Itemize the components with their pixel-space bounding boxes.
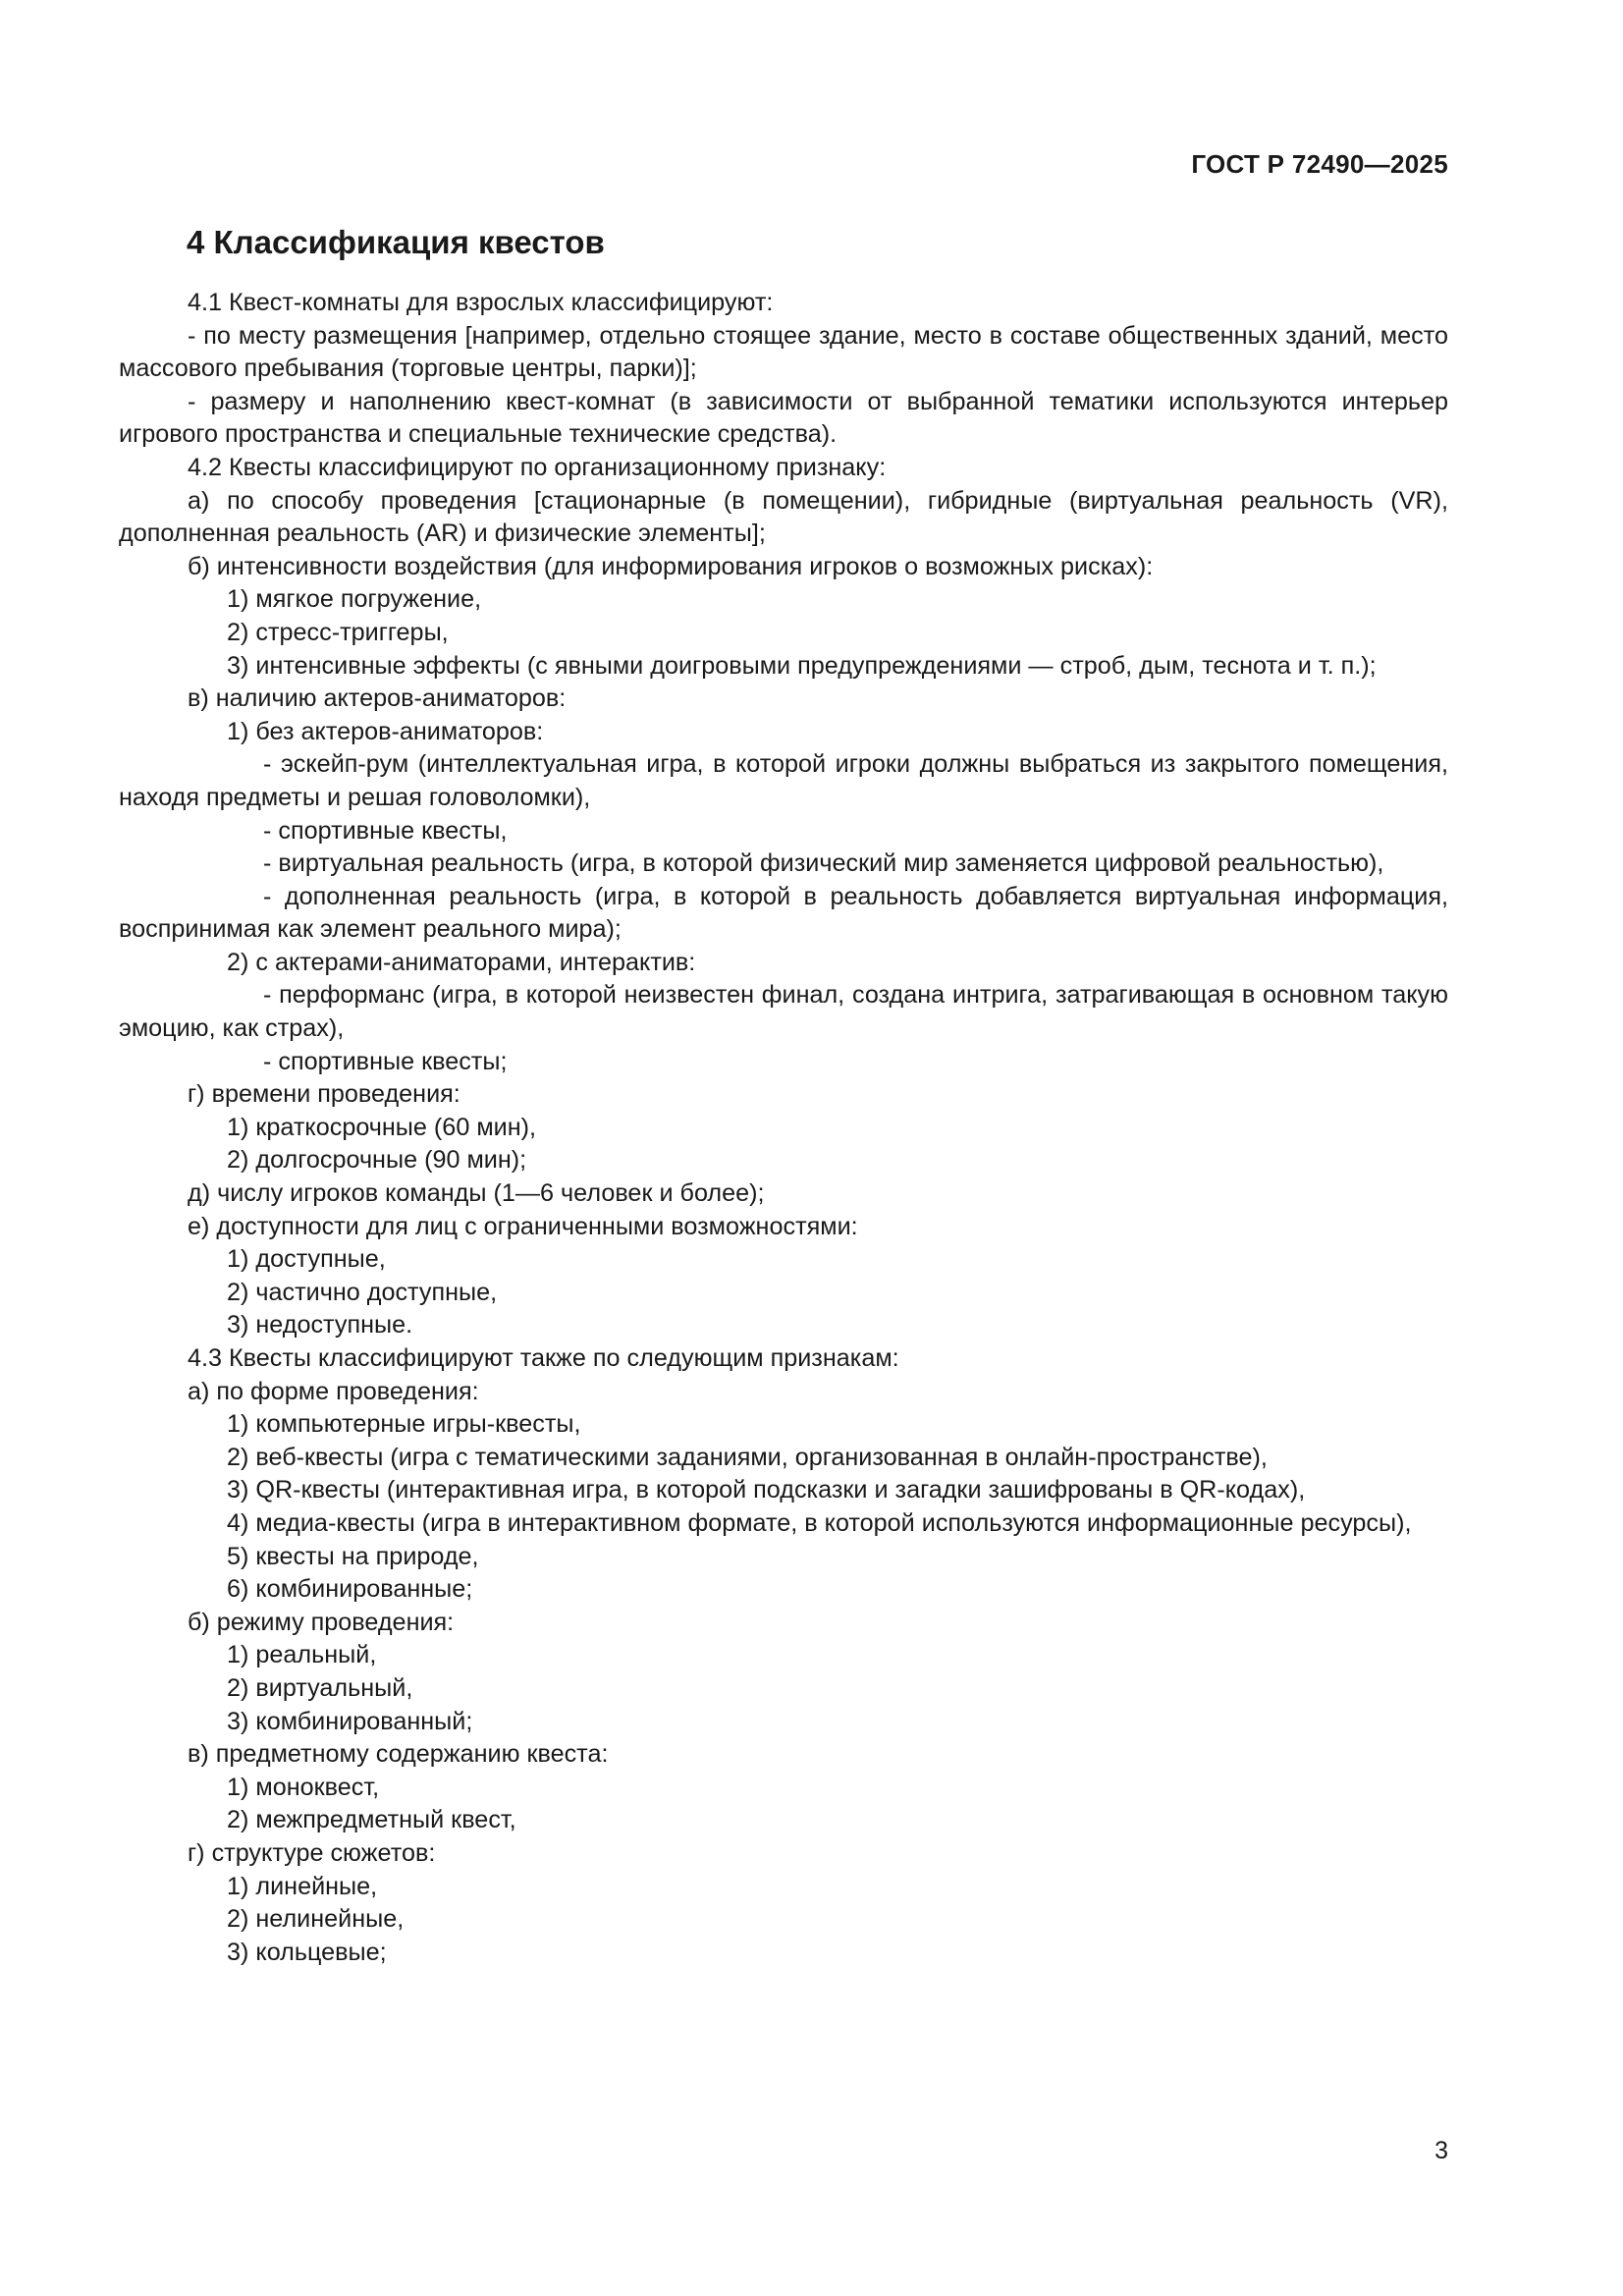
paragraph: 3) комбинированный; [227,1707,473,1735]
paragraph: - спортивные квесты; [263,1047,508,1075]
paragraph: 6) комбинированные; [227,1575,473,1604]
paragraph: е) доступности для лиц с ограниченными возможностями: [188,1212,858,1240]
paragraph: - спортивные квесты, [263,816,508,845]
paragraph: 1) краткосрочные (60 мин), [227,1113,537,1141]
paragraph: а) по форме проведения: [188,1377,479,1405]
paragraph: г) структуре сюжетов: [188,1838,436,1867]
paragraph: 4.2 Квесты классифицируют по организационному признаку: [188,453,887,481]
paragraph: - виртуальная реальность (игра, в которой физический мир заменяется цифровой реальностью), [263,849,1384,878]
paragraph: 1) мягкое погружение, [227,585,482,614]
paragraph: 4) медиа-квесты (игра в интерактивном формате, в которой используются информационные ресурсы), [227,1508,1412,1537]
paragraph: б) режиму проведения: [188,1608,455,1636]
paragraph: - размеру и наполнению квест-комнат (в зависимости от выбранной тематики используются интерьер игрового пространства и специальные технические средства). [119,387,1448,449]
paragraph: - перформанс (игра, в которой неизвестен финал, создана интрига, затрагивающая в основном такую эмоцию, как страх), [119,981,1448,1043]
paragraph: в) предметному содержанию квеста: [188,1740,609,1769]
paragraph: 2) долгосрочные (90 мин); [227,1146,527,1175]
paragraph: 1) компьютерные игры-квесты, [227,1410,581,1439]
paragraph: 1) без актеров-аниматоров: [227,717,544,745]
paragraph: - по месту размещения [например, отдельно стоящее здание, место в составе общественных зданий, место массового пребывания (торговые центры, парки)]; [119,321,1448,383]
page-number: 3 [1434,2137,1448,2164]
paragraph: 2) виртуальный, [227,1673,413,1702]
paragraph: - дополненная реальность (игра, в которой в реальность добавляется виртуальная информация, воспринимая как элемент реального мира); [119,882,1448,944]
paragraph: 3) недоступные. [227,1311,413,1339]
paragraph: 3) кольцевые; [227,1938,387,1966]
paragraph: 3) QR-квесты (интерактивная игра, в которой подсказки и загадки зашифрованы в QR-кодах), [227,1476,1306,1504]
paragraph: 4.3 Квесты классифицируют также по следующим признакам: [188,1344,899,1372]
paragraph: 3) интенсивные эффекты (с явными доигровыми предупреждениями — строб, дым, теснота и т. п.); [227,651,1377,680]
paragraph: 2) частично доступные, [227,1278,498,1306]
paragraph: 2) стресс-триггеры, [227,618,449,646]
paragraph: 2) нелинейные, [227,1905,405,1934]
paragraph: 2) межпредметный квест, [227,1806,516,1834]
paragraph: б) интенсивности воздействия (для информирования игроков о возможных рисках): [188,552,1154,580]
paragraph: 2) с актерами-аниматорами, интерактив: [227,948,696,976]
paragraph: в) наличию актеров-аниматоров: [188,684,567,713]
paragraph: 1) реальный, [227,1641,377,1669]
paragraph: 2) веб-квесты (игра с тематическими заданиями, организованная в онлайн-пространстве), [227,1443,1268,1471]
paragraph: 4.1 Квест-комнаты для взрослых классифицируют: [188,289,774,316]
document-code-header: ГОСТ Р 72490—2025 [1191,149,1448,179]
paragraph: 5) квесты на природе, [227,1542,479,1570]
section-title: 4 Классификация квестов [187,224,605,260]
paragraph: 1) моноквест, [227,1773,380,1801]
paragraph: а) по способу проведения [стационарные (в помещении), гибридные (виртуальная реальность (VR), дополненная реальность (AR) и физические элементы]; [119,486,1448,548]
document-body [119,287,1448,1969]
paragraph: 1) линейные, [227,1872,378,1900]
paragraph: г) времени проведения: [188,1080,460,1109]
paragraph: - эскейп-рум (интеллектуальная игра, в которой игроки должны выбраться из закрытого помещения, находя предметы и решая головоломки), [119,750,1448,811]
paragraph: 1) доступные, [227,1245,386,1274]
paragraph: д) числу игроков команды (1—6 человек и более); [188,1179,765,1208]
